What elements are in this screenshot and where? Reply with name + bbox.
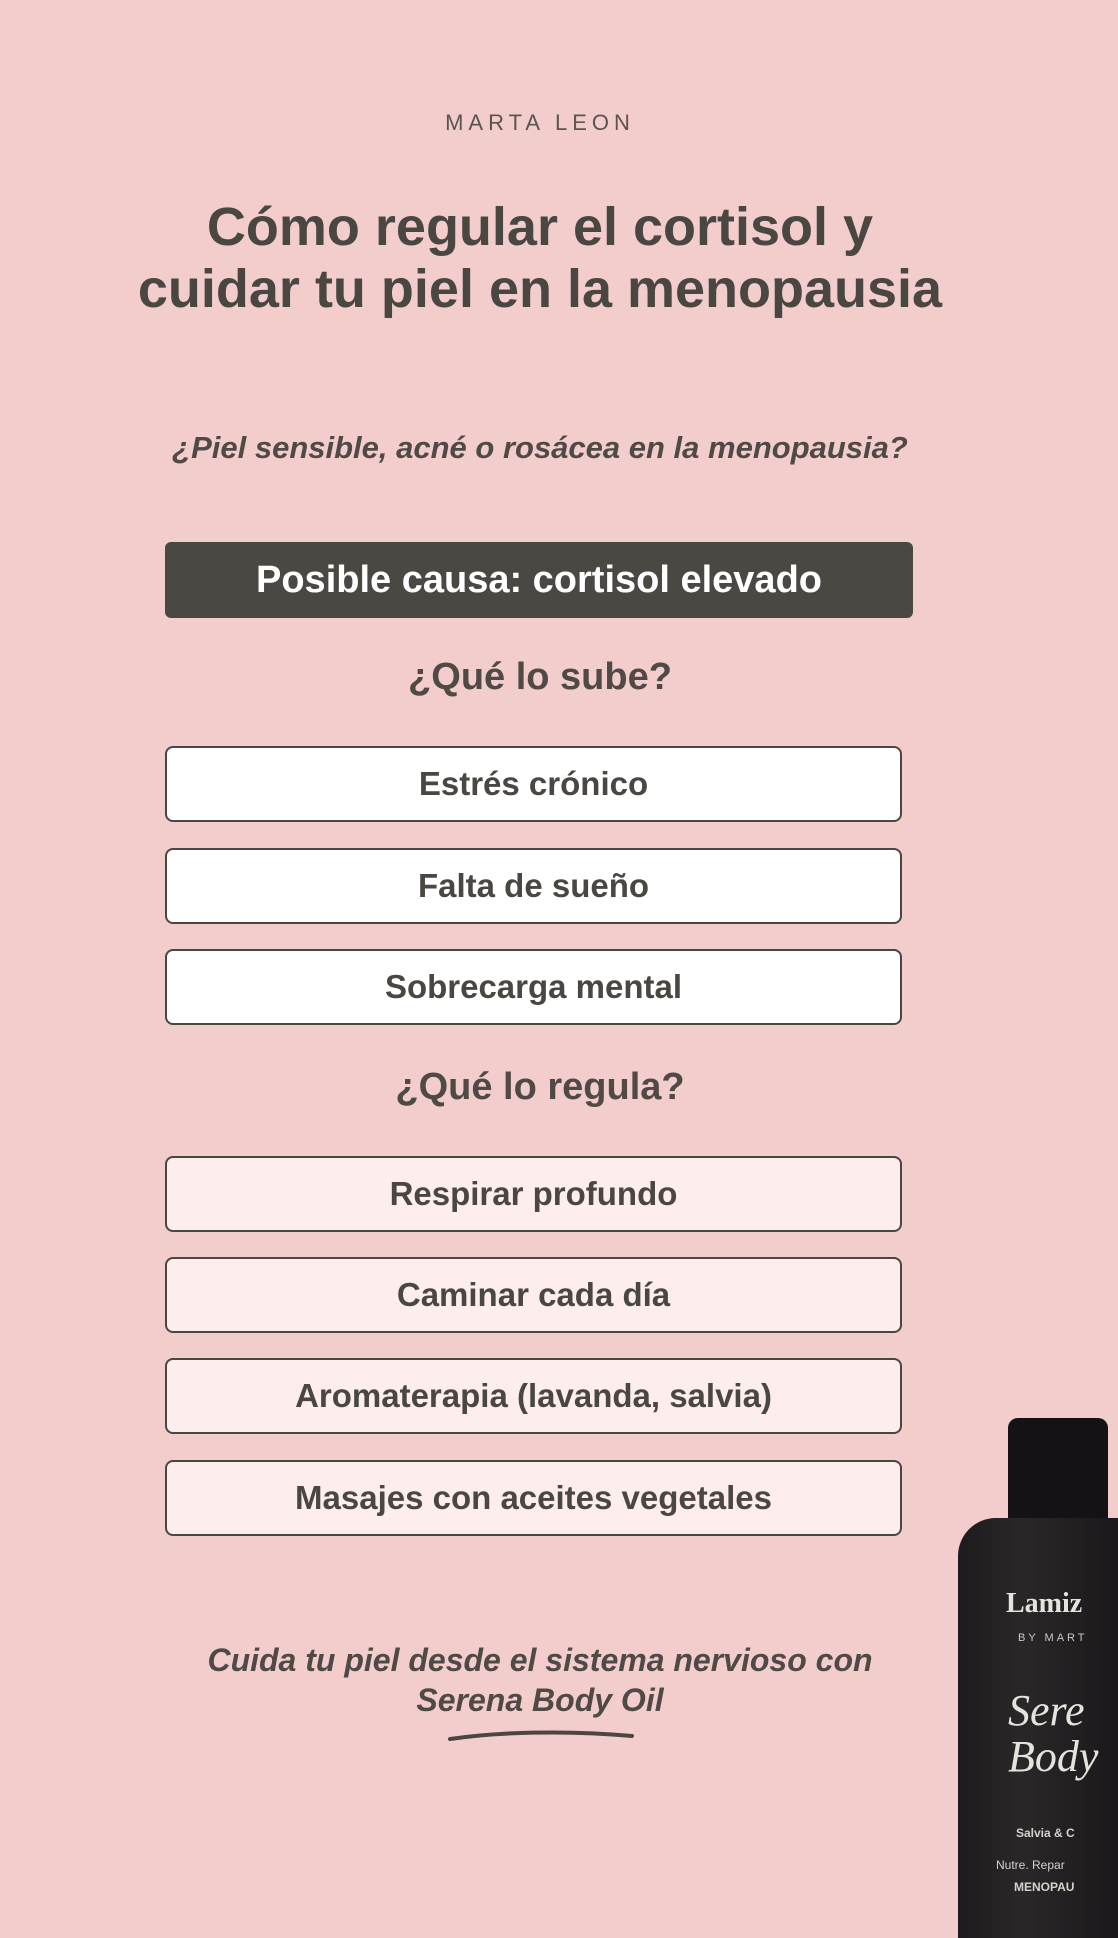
raises-item: Sobrecarga mental bbox=[165, 949, 902, 1025]
page-title: Cómo regular el cortisol y cuidar tu piel en la menopausia bbox=[137, 197, 943, 319]
bottle-benefits-label: Nutre. Repar bbox=[996, 1858, 1065, 1872]
cause-banner: Posible causa: cortisol elevado bbox=[165, 542, 913, 618]
bottle-product-name bbox=[1008, 1688, 1098, 1780]
regulates-item: Masajes con aceites vegetales bbox=[165, 1460, 902, 1536]
bottle-name-line: Sere bbox=[1008, 1686, 1085, 1735]
raises-item: Falta de sueño bbox=[165, 848, 902, 924]
bottle-category-label: MENOPAU bbox=[1014, 1880, 1075, 1894]
bottle-by-label: BY MART bbox=[1018, 1632, 1088, 1644]
raises-heading: ¿Qué lo sube? bbox=[408, 656, 672, 698]
call-to-action bbox=[120, 1640, 960, 1720]
bottle-name-line: Body bbox=[1008, 1732, 1099, 1781]
bottle-ingredients-label: Salvia & C bbox=[1016, 1826, 1075, 1840]
regulates-item: Caminar cada día bbox=[165, 1257, 902, 1333]
cta-line: Cuida tu piel desde el sistema nervioso con bbox=[207, 1642, 873, 1678]
subtitle: ¿Piel sensible, acné o rosácea en la menopausia? bbox=[172, 430, 908, 465]
brand-name: MARTA LEON bbox=[445, 110, 635, 135]
underline-stroke bbox=[446, 1728, 636, 1744]
regulates-item: Aromaterapia (lavanda, salvia) bbox=[165, 1358, 902, 1434]
regulates-item: Respirar profundo bbox=[165, 1156, 902, 1232]
regulates-heading: ¿Qué lo regula? bbox=[395, 1066, 685, 1108]
raises-item: Estrés crónico bbox=[165, 746, 902, 822]
cta-product-name: Serena Body Oil bbox=[416, 1682, 664, 1718]
product-bottle bbox=[958, 1518, 1118, 1938]
bottle-brand-label: Lamiz bbox=[1006, 1588, 1083, 1619]
